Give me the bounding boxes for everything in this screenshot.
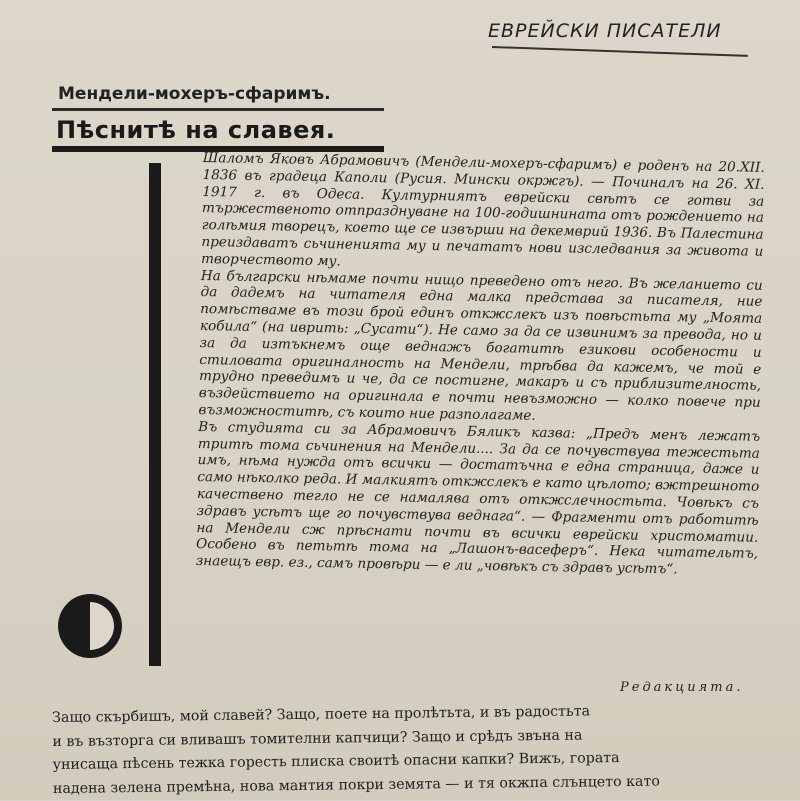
editorial-signature: Редакцията. <box>620 680 744 695</box>
header-underline <box>492 46 748 57</box>
story-line: надена зелена премѣна, нова мантия покри земята — и тя окжпа слънцето като <box>52 773 660 797</box>
story-line: унисаща пѣсень тежка горесть плиска своитѣ опасни капки? Вижъ, гората <box>52 750 620 773</box>
article-title: Пѣснитѣ на славея. <box>56 116 336 144</box>
story-text <box>52 698 773 801</box>
story-line: и въ възторга си вливашъ томителни капчици? Защо и срѣдъ звъна на <box>52 727 583 750</box>
editorial-introduction <box>196 150 765 580</box>
intro-paragraph: На български нѣмаме почти нищо преведено отъ него. Въ желанието си да дадемъ на читателя една малка представа за писателя, ние помѣстваме въ този брой единъ откжслекъ изъ повѣстьта му „Моята кобила“ (на иврить: „Сусати“). Не само за да се извинимъ за превода, но и за да изтъкнемъ още веднажъ богатитѣ езикови особености и стиловата оригиналность на Мендели, трѣбва да кажемъ, че той е трудно преведимъ и че, да се постигне, макаръ и съ приблизителность, въздействието на оригинала е почти невъзможно — колко повече при възможноститѣ, съ които ние разполагаме. <box>198 267 763 424</box>
decorative-bar <box>149 163 161 666</box>
article-author: Мендели-мохеръ-сфаримъ. <box>58 84 331 104</box>
half-disc-ornament-icon <box>56 592 124 660</box>
intro-paragraph: Шаломъ Яковъ Абрамовичъ (Мендели-мохеръ-сфаримъ) е роденъ на 20.XII. 1836 въ градеца Каполи (Русия. Мински окржгъ). — Починалъ на 26. XI. 1917 г. въ Одеса. Културниятъ еврейски свѣтъ се готви за тържественото отпразднуване на 100-годишнината отъ рождението на голѣмия творецъ, което ще се извърши на декемврий 1936. Въ Палестина преиздаватъ сьчиненията му и печататъ нови изследвания за живота и творчеството му. <box>200 150 765 270</box>
running-header: ЕВРЕЙСКИ ПИСАТЕЛИ <box>488 20 722 42</box>
story-line: Защо скърбишъ, мой славей? Защо, поете на пролѣтьта, и въ радостьта <box>52 703 591 726</box>
intro-paragraph: Въ студията си за Абрамовичъ Бяликъ казва: „Предъ менъ лежатъ тритѣ тома сьчинения на Мендели.... За да се почувствува тежестьта имъ, нѣма нужда отъ всички — достатъчна е една страница, даже и само нѣколко реда. И малкиятъ откжслекъ е като цѣлото; вжтрешното качествено тегло не се намалява отъ откжслечностьта. Човѣкъ съ здравъ усѣтъ ще го почувствува веднага“. — Фрагменти отъ работитѣ на Мендели сж прѣснати почти въ всички еврейски христоматии. Особено въ петьтѣ тома на „Лашонъ-васеферъ“. Нека читательтъ, знаещъ евр. ез., самъ провѣри — е ли „човѣкъ съ здравъ усѣтъ“. <box>195 418 761 578</box>
author-rule <box>52 108 384 111</box>
